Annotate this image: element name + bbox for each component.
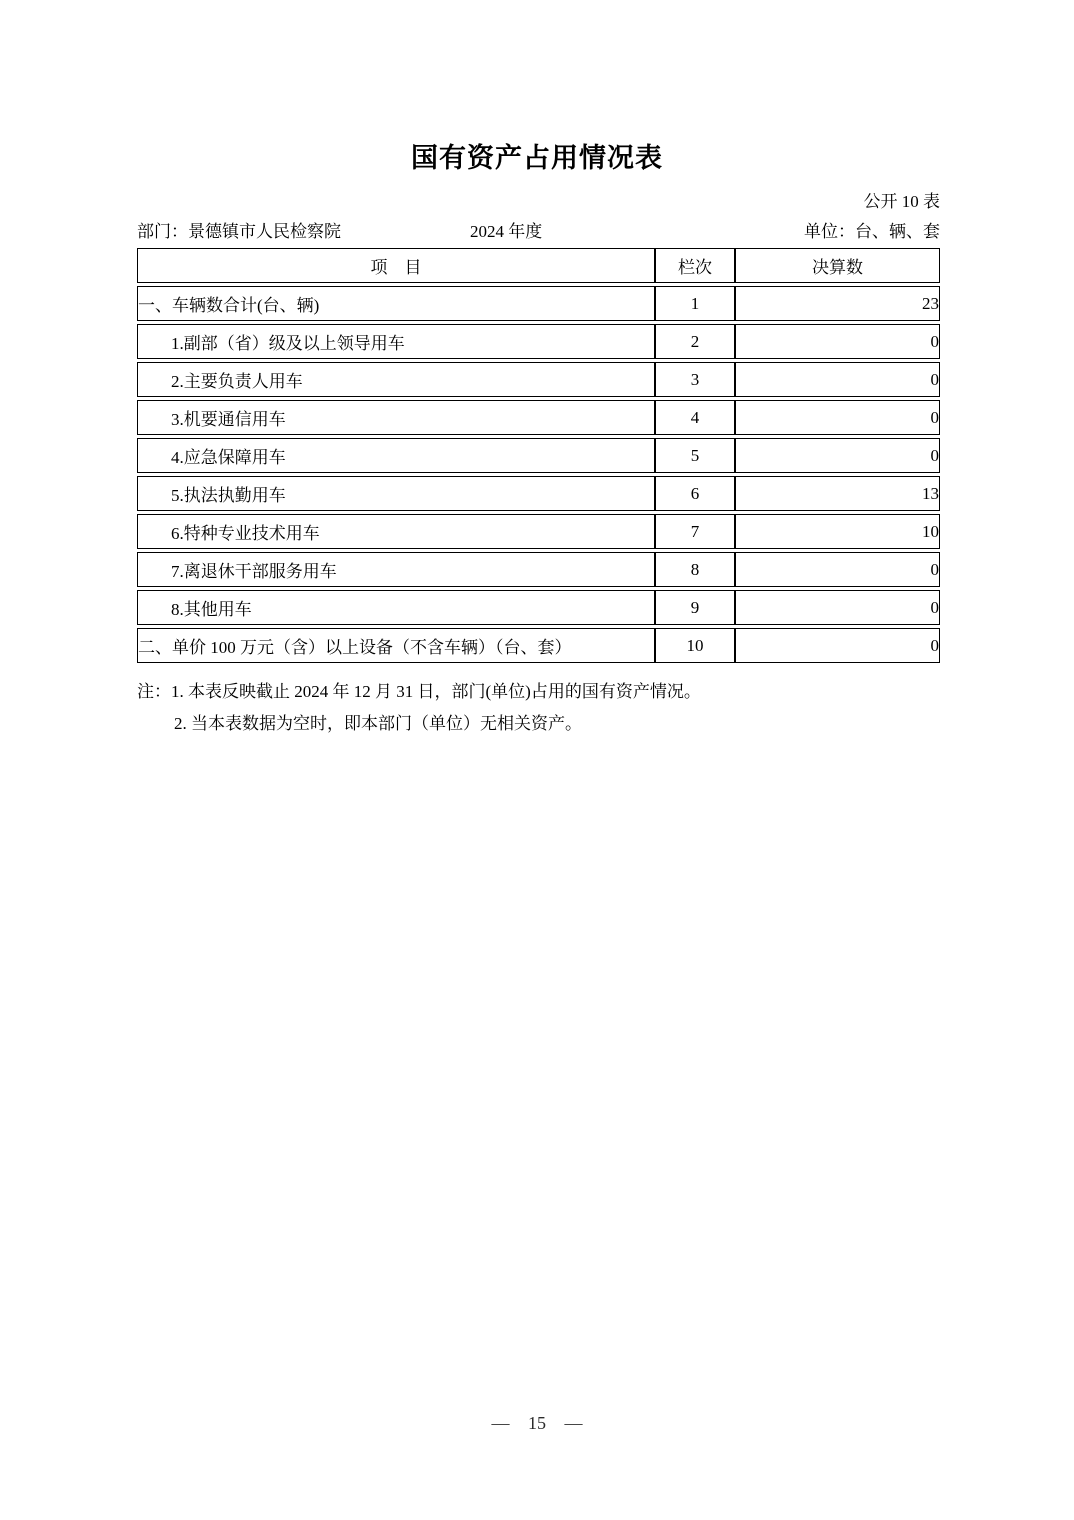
table-row: [137, 438, 940, 473]
item-cell: 二、单价 100 万元（含）以上设备（不含车辆）（台、套）: [137, 628, 655, 663]
table-header-row: [137, 248, 940, 283]
item-cell: 1.副部（省）级及以上领导用车: [137, 324, 655, 359]
public-table-label: 公开 10 表: [863, 192, 940, 211]
final-amount-cell: 0: [735, 552, 940, 587]
page-number: — 15 —: [491, 1413, 583, 1433]
item-cell: 7.离退休干部服务用车: [137, 552, 655, 587]
final-amount-cell: 0: [735, 400, 940, 435]
table-row: [137, 324, 940, 359]
table-row: [137, 514, 940, 549]
item-cell: 6.特种专业技术用车: [137, 514, 655, 549]
page-title: 国有资产占用情况表: [411, 143, 663, 173]
state-asset-table: [137, 245, 940, 666]
column-header-final-amount: 决算数: [735, 248, 940, 283]
line-number-cell: 6: [655, 476, 735, 511]
final-amount-cell: 0: [735, 362, 940, 397]
table-row: [137, 628, 940, 663]
item-cell: 5.执法执勤用车: [137, 476, 655, 511]
fiscal-year-label: 2024 年度: [470, 222, 543, 241]
table-row: [137, 400, 940, 435]
final-amount-cell: 0: [735, 324, 940, 359]
table-row: [137, 476, 940, 511]
final-amount-cell: 10: [735, 514, 940, 549]
item-cell: 8.其他用车: [137, 590, 655, 625]
column-header-item: 项 目: [137, 248, 655, 283]
line-number-cell: 5: [655, 438, 735, 473]
table-row: [137, 590, 940, 625]
table-row: [137, 286, 940, 321]
item-cell: 2.主要负责人用车: [137, 362, 655, 397]
unit-label: 单位：台、辆、套: [804, 222, 940, 241]
final-amount-cell: 13: [735, 476, 940, 511]
note-line-2: 2. 当本表数据为空时，即本部门（单位）无相关资产。: [174, 714, 582, 733]
notes-block: [137, 676, 940, 740]
note-line-1: 注：1. 本表反映截止 2024 年 12 月 31 日，部门(单位)占用的国有资产情况。: [137, 682, 701, 701]
column-header-line-no: 栏次: [655, 248, 735, 283]
item-cell: 4.应急保障用车: [137, 438, 655, 473]
table-body: [137, 286, 940, 663]
item-cell: 3.机要通信用车: [137, 400, 655, 435]
table-row: [137, 362, 940, 397]
item-cell: 一、车辆数合计(台、辆): [137, 286, 655, 321]
final-amount-cell: 23: [735, 286, 940, 321]
line-number-cell: 2: [655, 324, 735, 359]
department-label: 部门：景德镇市人民检察院: [137, 222, 341, 241]
line-number-cell: 9: [655, 590, 735, 625]
final-amount-cell: 0: [735, 438, 940, 473]
line-number-cell: 1: [655, 286, 735, 321]
line-number-cell: 8: [655, 552, 735, 587]
line-number-cell: 10: [655, 628, 735, 663]
meta-row: [137, 217, 940, 243]
table-row: [137, 552, 940, 587]
final-amount-cell: 0: [735, 628, 940, 663]
line-number-cell: 4: [655, 400, 735, 435]
line-number-cell: 7: [655, 514, 735, 549]
line-number-cell: 3: [655, 362, 735, 397]
final-amount-cell: 0: [735, 590, 940, 625]
